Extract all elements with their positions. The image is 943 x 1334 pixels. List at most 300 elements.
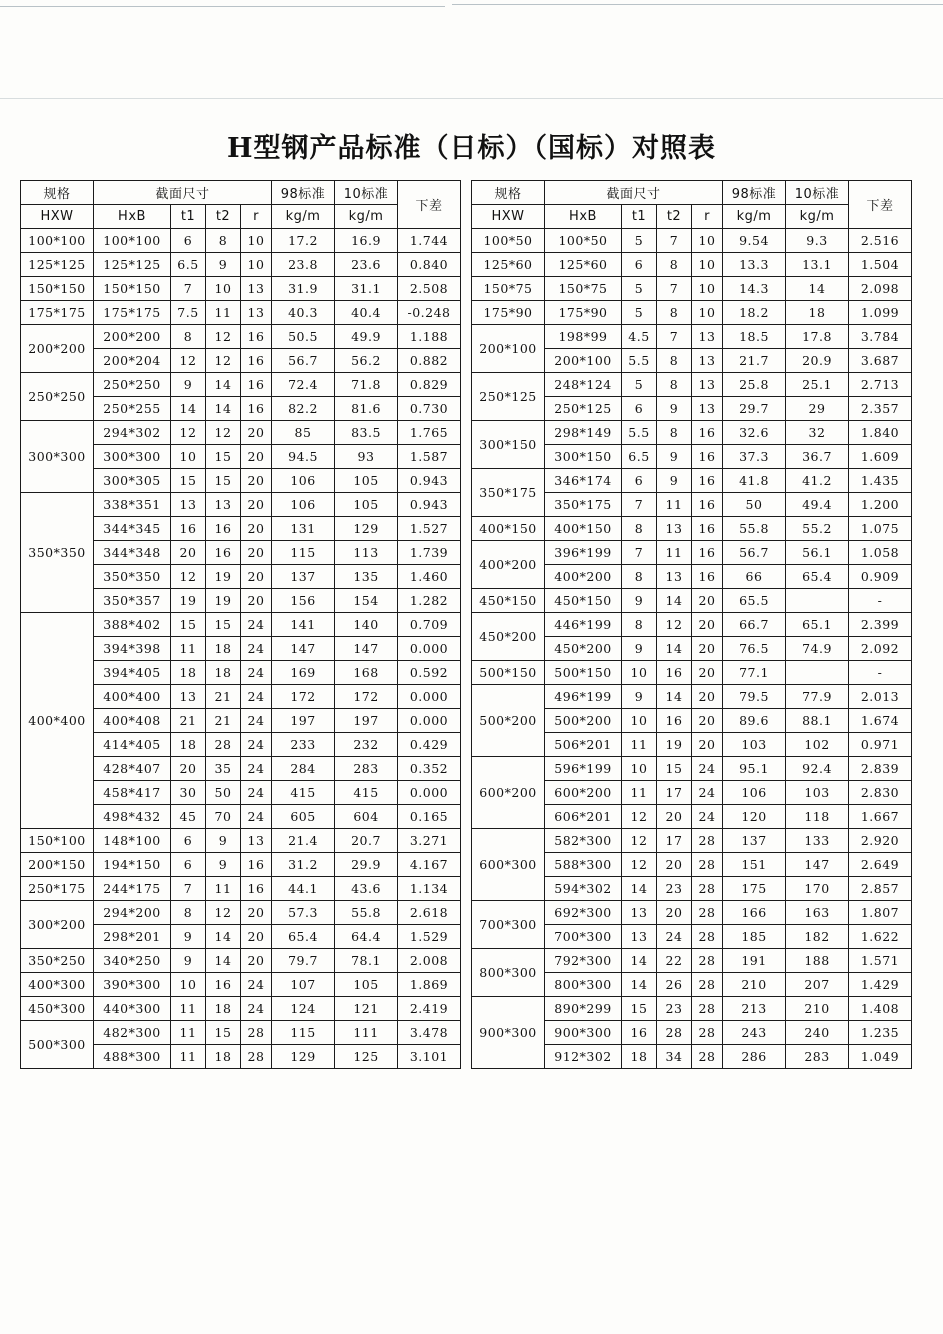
data-cell: 107 <box>272 973 335 997</box>
data-cell: 9 <box>657 445 692 469</box>
data-cell: 118 <box>786 805 849 829</box>
data-cell: 32.6 <box>723 421 786 445</box>
header-tolerance: 下差 <box>398 181 461 229</box>
data-cell: 20 <box>241 541 272 565</box>
data-cell: 50 <box>206 781 241 805</box>
data-cell: 1.460 <box>398 565 461 589</box>
data-cell: 7 <box>657 325 692 349</box>
table-row <box>21 493 461 517</box>
data-cell: 7 <box>622 493 657 517</box>
data-cell: 18 <box>206 1045 241 1069</box>
data-cell: 151 <box>723 853 786 877</box>
data-cell: 20 <box>692 733 723 757</box>
data-cell: 28 <box>241 1045 272 1069</box>
data-cell: 41.2 <box>786 469 849 493</box>
data-cell: 14 <box>171 397 206 421</box>
data-cell: 77.9 <box>786 685 849 709</box>
spec-cell: 350*350 <box>21 493 94 613</box>
data-cell: 15 <box>206 1021 241 1045</box>
data-cell: 8 <box>657 253 692 277</box>
data-cell: 185 <box>723 925 786 949</box>
data-cell: 18.2 <box>723 301 786 325</box>
data-cell: 0.709 <box>398 613 461 637</box>
spec-cell: 250*250 <box>21 373 94 421</box>
data-cell: 10 <box>692 229 723 253</box>
data-cell: 12 <box>622 805 657 829</box>
data-cell: 24 <box>241 973 272 997</box>
data-cell: 172 <box>335 685 398 709</box>
data-cell: 3.687 <box>849 349 912 373</box>
table-row <box>472 685 912 709</box>
data-cell: 16 <box>206 973 241 997</box>
data-cell: 16 <box>171 517 206 541</box>
data-cell: 125*60 <box>545 253 622 277</box>
data-cell: 79.5 <box>723 685 786 709</box>
data-cell: 900*300 <box>545 1021 622 1045</box>
table-row <box>472 901 912 925</box>
data-cell: 1.049 <box>849 1045 912 1069</box>
data-cell: 8 <box>171 901 206 925</box>
data-cell: -0.248 <box>398 301 461 325</box>
data-cell: 400*200 <box>545 565 622 589</box>
data-cell: 65.4 <box>272 925 335 949</box>
data-cell: 250*125 <box>545 397 622 421</box>
data-cell: 20 <box>657 901 692 925</box>
data-cell: 24 <box>241 637 272 661</box>
data-cell: 12 <box>206 901 241 925</box>
data-cell: 18 <box>171 733 206 757</box>
data-cell: 20 <box>657 853 692 877</box>
spec-cell: 450*200 <box>472 613 545 661</box>
data-cell: 243 <box>723 1021 786 1045</box>
data-cell: 11 <box>171 1021 206 1045</box>
data-cell: 129 <box>335 517 398 541</box>
data-cell: 100*50 <box>545 229 622 253</box>
data-cell: 29.9 <box>335 853 398 877</box>
header-t2: t2 <box>206 205 241 229</box>
data-cell: 8 <box>622 613 657 637</box>
data-cell: 72.4 <box>272 373 335 397</box>
spec-cell: 800*300 <box>472 949 545 997</box>
data-cell: 28 <box>692 829 723 853</box>
data-cell: 2.649 <box>849 853 912 877</box>
data-cell: 2.830 <box>849 781 912 805</box>
data-cell: 16 <box>692 421 723 445</box>
data-cell: 44.1 <box>272 877 335 901</box>
data-cell: 14.3 <box>723 277 786 301</box>
data-cell: 18 <box>206 997 241 1021</box>
data-cell: 596*199 <box>545 757 622 781</box>
data-cell: 2.839 <box>849 757 912 781</box>
header-hxb: HxB <box>545 205 622 229</box>
data-cell: 8 <box>171 325 206 349</box>
data-cell: 400*400 <box>94 685 171 709</box>
data-cell: 0.000 <box>398 637 461 661</box>
spec-cell: 300*300 <box>21 421 94 493</box>
data-cell: 500*150 <box>545 661 622 685</box>
data-cell: 16.9 <box>335 229 398 253</box>
data-cell: 77.1 <box>723 661 786 685</box>
data-cell: 600*200 <box>545 781 622 805</box>
data-cell: 115 <box>272 541 335 565</box>
header-hxw: HXW <box>472 205 545 229</box>
data-cell: 156 <box>272 589 335 613</box>
data-cell: 40.4 <box>335 301 398 325</box>
data-cell: 450*150 <box>545 589 622 613</box>
data-cell: 344*348 <box>94 541 171 565</box>
data-cell: 105 <box>335 493 398 517</box>
data-cell: 18 <box>171 661 206 685</box>
data-cell: 8 <box>657 373 692 397</box>
data-cell: 57.3 <box>272 901 335 925</box>
data-cell: 9 <box>171 925 206 949</box>
data-cell: 92.4 <box>786 757 849 781</box>
data-cell: 20 <box>692 589 723 613</box>
table-row <box>21 997 461 1021</box>
table-row <box>472 661 912 685</box>
data-cell: 8 <box>657 349 692 373</box>
data-cell: 0.971 <box>849 733 912 757</box>
data-cell: 2.920 <box>849 829 912 853</box>
data-cell: 11 <box>206 301 241 325</box>
header-section-size: 截面尺寸 <box>94 181 272 205</box>
spec-cell: 150*75 <box>472 277 545 301</box>
spec-cell: 700*300 <box>472 901 545 949</box>
data-cell: 13 <box>206 493 241 517</box>
spec-cell: 200*150 <box>21 853 94 877</box>
spec-cell: 900*300 <box>472 997 545 1069</box>
table-row <box>472 301 912 325</box>
header-std98: 98标准 <box>723 181 786 205</box>
data-cell: 13 <box>692 397 723 421</box>
data-cell: 15 <box>657 757 692 781</box>
data-cell: 18.5 <box>723 325 786 349</box>
header-std10: 10标准 <box>786 181 849 205</box>
data-cell: 35 <box>206 757 241 781</box>
data-cell: 32 <box>786 421 849 445</box>
data-cell: 9 <box>657 397 692 421</box>
steel-table-left <box>20 180 461 1069</box>
table-row <box>21 829 461 853</box>
data-cell: 15 <box>171 613 206 637</box>
data-cell: 36.7 <box>786 445 849 469</box>
data-cell: 213 <box>723 997 786 1021</box>
data-cell: 1.200 <box>849 493 912 517</box>
table-row <box>472 325 912 349</box>
data-cell: 20.9 <box>786 349 849 373</box>
table-row <box>472 253 912 277</box>
header-hxb: HxB <box>94 205 171 229</box>
data-cell: 912*302 <box>545 1045 622 1069</box>
data-cell: 113 <box>335 541 398 565</box>
table-subheader-row <box>21 205 461 229</box>
data-cell: 20 <box>241 949 272 973</box>
table-row <box>472 613 912 637</box>
header-t1: t1 <box>622 205 657 229</box>
data-cell: 29 <box>786 397 849 421</box>
data-cell: 10 <box>241 229 272 253</box>
data-cell: 40.3 <box>272 301 335 325</box>
data-cell: 2.516 <box>849 229 912 253</box>
data-cell: 1.188 <box>398 325 461 349</box>
data-cell: 34 <box>657 1045 692 1069</box>
data-cell: 0.429 <box>398 733 461 757</box>
table-row <box>21 253 461 277</box>
data-cell: 7 <box>622 541 657 565</box>
data-cell: 197 <box>272 709 335 733</box>
data-cell: 10 <box>622 661 657 685</box>
data-cell: 55.2 <box>786 517 849 541</box>
data-cell: 20.7 <box>335 829 398 853</box>
data-cell: 12 <box>206 325 241 349</box>
data-cell: 2.357 <box>849 397 912 421</box>
data-cell: 25.8 <box>723 373 786 397</box>
data-cell: 115 <box>272 1021 335 1045</box>
data-cell: 191 <box>723 949 786 973</box>
data-cell: 9 <box>206 829 241 853</box>
data-cell: 125 <box>335 1045 398 1069</box>
data-cell: 498*432 <box>94 805 171 829</box>
page-title: H型钢产品标准（日标）（国标）对照表 <box>226 133 716 164</box>
data-cell: 500*200 <box>545 709 622 733</box>
header-t1: t1 <box>171 205 206 229</box>
data-cell: 1.739 <box>398 541 461 565</box>
data-cell: 6 <box>171 829 206 853</box>
data-cell: 28 <box>692 949 723 973</box>
data-cell: 5 <box>622 277 657 301</box>
data-cell: 6 <box>622 469 657 493</box>
data-cell: 16 <box>241 349 272 373</box>
data-cell: 10 <box>622 757 657 781</box>
table-row <box>21 421 461 445</box>
spec-cell: 100*50 <box>472 229 545 253</box>
data-cell: 24 <box>692 781 723 805</box>
spec-cell: 125*125 <box>21 253 94 277</box>
data-cell: 137 <box>723 829 786 853</box>
data-cell: 182 <box>786 925 849 949</box>
table-row <box>472 949 912 973</box>
data-cell: 16 <box>657 661 692 685</box>
data-cell: 55.8 <box>723 517 786 541</box>
data-cell: 18 <box>786 301 849 325</box>
data-cell: 16 <box>692 517 723 541</box>
data-cell: 28 <box>692 1045 723 1069</box>
data-cell: 94.5 <box>272 445 335 469</box>
data-cell: 197 <box>335 709 398 733</box>
data-cell: 11 <box>171 997 206 1021</box>
data-cell: 496*199 <box>545 685 622 709</box>
data-cell: 604 <box>335 805 398 829</box>
data-cell: 15 <box>206 469 241 493</box>
data-cell: 9.54 <box>723 229 786 253</box>
data-cell: 9 <box>622 685 657 709</box>
spec-cell: 100*100 <box>21 229 94 253</box>
table-row <box>472 829 912 853</box>
data-cell: 2.508 <box>398 277 461 301</box>
data-cell: 65.4 <box>786 565 849 589</box>
data-cell: 0.943 <box>398 493 461 517</box>
data-cell: 83.5 <box>335 421 398 445</box>
data-cell: 14 <box>657 685 692 709</box>
data-cell: 28 <box>692 877 723 901</box>
spec-cell: 500*150 <box>472 661 545 685</box>
data-cell: 20 <box>241 469 272 493</box>
data-cell: 2.419 <box>398 997 461 1021</box>
data-cell: 17.8 <box>786 325 849 349</box>
data-cell: 298*149 <box>545 421 622 445</box>
data-cell: 17 <box>657 829 692 853</box>
header-std10: 10标准 <box>335 181 398 205</box>
data-cell: 71.8 <box>335 373 398 397</box>
header-kgm-10: kg/m <box>335 205 398 229</box>
data-cell: 446*199 <box>545 613 622 637</box>
data-cell: 20 <box>241 565 272 589</box>
data-cell: 163 <box>786 901 849 925</box>
spec-cell: 200*200 <box>21 325 94 373</box>
data-cell: 284 <box>272 757 335 781</box>
comparison-tables <box>20 180 923 1069</box>
data-cell: 14 <box>622 973 657 997</box>
data-cell: 346*174 <box>545 469 622 493</box>
data-cell: 1.134 <box>398 877 461 901</box>
table-row <box>21 877 461 901</box>
data-cell: 19 <box>206 565 241 589</box>
data-cell: 105 <box>335 973 398 997</box>
data-cell: 394*405 <box>94 661 171 685</box>
data-cell: 2.713 <box>849 373 912 397</box>
table-header-row <box>21 181 461 205</box>
data-cell: 232 <box>335 733 398 757</box>
data-cell: 150*150 <box>94 277 171 301</box>
data-cell: 23 <box>657 877 692 901</box>
table-row <box>21 277 461 301</box>
data-cell: 13 <box>622 925 657 949</box>
data-cell: 350*350 <box>94 565 171 589</box>
data-cell: 13 <box>622 901 657 925</box>
data-cell: 1.058 <box>849 541 912 565</box>
data-cell: 16 <box>692 469 723 493</box>
data-cell: 11 <box>171 1045 206 1069</box>
data-cell: 9 <box>622 589 657 613</box>
data-cell: 82.2 <box>272 397 335 421</box>
data-cell: 23.6 <box>335 253 398 277</box>
data-cell: 10 <box>622 709 657 733</box>
table-row <box>472 589 912 613</box>
data-cell: 28 <box>692 901 723 925</box>
data-cell: 17 <box>657 781 692 805</box>
data-cell: 9 <box>171 949 206 973</box>
data-cell: 103 <box>723 733 786 757</box>
data-cell: 3.271 <box>398 829 461 853</box>
table-row <box>472 229 912 253</box>
data-cell: 0.829 <box>398 373 461 397</box>
data-cell: 14 <box>206 925 241 949</box>
data-cell: 3.784 <box>849 325 912 349</box>
spec-cell: 350*250 <box>21 949 94 973</box>
data-cell: 24 <box>241 733 272 757</box>
data-cell: 2.098 <box>849 277 912 301</box>
data-cell: 100*100 <box>94 229 171 253</box>
table-row <box>472 541 912 565</box>
scan-artifact-line <box>0 6 445 7</box>
data-cell: 1.075 <box>849 517 912 541</box>
data-cell: 0.000 <box>398 781 461 805</box>
data-cell: 17.2 <box>272 229 335 253</box>
table-row <box>21 613 461 637</box>
data-cell: 43.6 <box>335 877 398 901</box>
data-cell: 2.013 <box>849 685 912 709</box>
data-cell: 400*408 <box>94 709 171 733</box>
data-cell: 700*300 <box>545 925 622 949</box>
data-cell: 13 <box>692 325 723 349</box>
data-cell: 20 <box>171 541 206 565</box>
data-cell: 95.1 <box>723 757 786 781</box>
spec-cell: 150*150 <box>21 277 94 301</box>
data-cell: 440*300 <box>94 997 171 1021</box>
spec-cell: 400*150 <box>472 517 545 541</box>
data-cell: 9.3 <box>786 229 849 253</box>
data-cell: 20 <box>692 685 723 709</box>
data-cell: 194*150 <box>94 853 171 877</box>
data-cell: 24 <box>241 781 272 805</box>
data-cell: 12 <box>622 853 657 877</box>
data-cell: 1.571 <box>849 949 912 973</box>
data-cell: 150*75 <box>545 277 622 301</box>
data-cell: 1.744 <box>398 229 461 253</box>
data-cell: 10 <box>692 253 723 277</box>
data-cell: 24 <box>241 661 272 685</box>
data-cell: 19 <box>206 589 241 613</box>
data-cell: 1.674 <box>849 709 912 733</box>
data-cell: 120 <box>723 805 786 829</box>
data-cell: 125*125 <box>94 253 171 277</box>
data-cell: 240 <box>786 1021 849 1045</box>
data-cell: 400*150 <box>545 517 622 541</box>
data-cell: 1.765 <box>398 421 461 445</box>
data-cell: 14 <box>206 949 241 973</box>
data-cell: 1.529 <box>398 925 461 949</box>
data-cell: 20 <box>241 421 272 445</box>
data-cell: 147 <box>272 637 335 661</box>
data-cell: 31.9 <box>272 277 335 301</box>
data-cell: 0.000 <box>398 685 461 709</box>
data-cell: 890*299 <box>545 997 622 1021</box>
table-row <box>472 997 912 1021</box>
data-cell: 9 <box>657 469 692 493</box>
scan-artifact-line <box>452 4 943 5</box>
data-cell: 294*302 <box>94 421 171 445</box>
data-cell: 15 <box>206 613 241 637</box>
data-cell: 0.882 <box>398 349 461 373</box>
data-cell: 340*250 <box>94 949 171 973</box>
data-cell: 23 <box>657 997 692 1021</box>
data-cell: 56.2 <box>335 349 398 373</box>
data-cell: 66 <box>723 565 786 589</box>
data-cell: 140 <box>335 613 398 637</box>
header-tolerance: 下差 <box>849 181 912 229</box>
data-cell: 49.4 <box>786 493 849 517</box>
data-cell: 5 <box>622 229 657 253</box>
data-cell: 56.7 <box>723 541 786 565</box>
data-cell: 28 <box>657 1021 692 1045</box>
spec-cell: 300*150 <box>472 421 545 469</box>
data-cell: 207 <box>786 973 849 997</box>
data-cell: 588*300 <box>545 853 622 877</box>
data-cell: 166 <box>723 901 786 925</box>
data-cell: 200*204 <box>94 349 171 373</box>
data-cell: 20 <box>692 637 723 661</box>
data-cell: 1.429 <box>849 973 912 997</box>
